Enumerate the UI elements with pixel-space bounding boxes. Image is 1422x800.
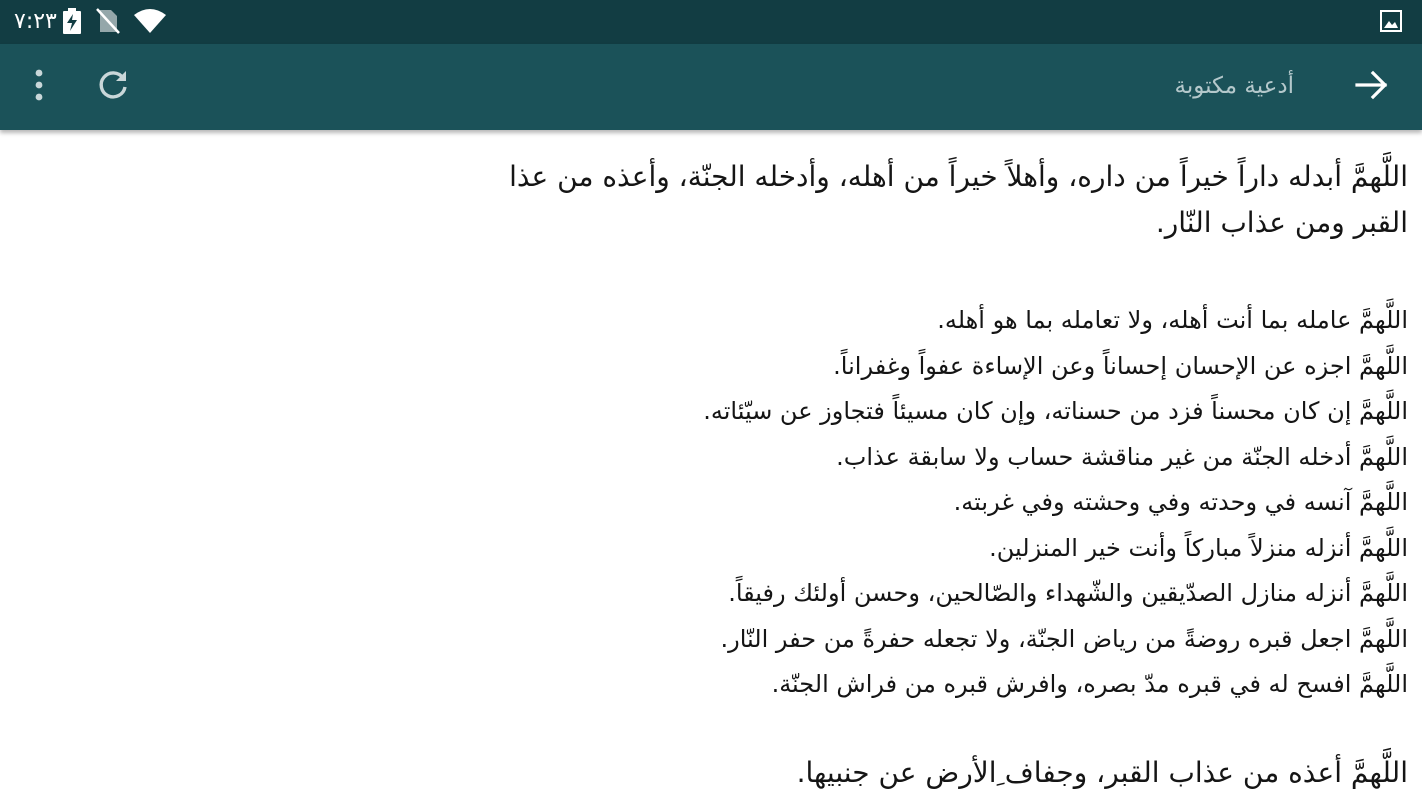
back-arrow-icon — [1355, 69, 1389, 105]
no-sim-icon — [96, 8, 120, 38]
list-item: اللَّهمَّ أدخله الجنّة من غير مناقشة حساب ولا سابقة عذاب. — [836, 442, 1408, 471]
status-icons — [62, 9, 166, 37]
image-notification-icon — [1380, 10, 1402, 36]
content-area[interactable] — [0, 130, 1422, 800]
wifi-icon — [134, 9, 166, 37]
list-item: اللَّهمَّ افسح له في قبره مدّ بصره، وافرش قبره من فراش الجنّة. — [771, 670, 1408, 698]
status-bar — [0, 0, 1422, 44]
refresh-button[interactable] — [85, 59, 141, 115]
closing-paragraph: اللَّهمَّ أعذه من عذاب القبر، وجفاف ِالأرض عن جنبيها. — [796, 756, 1408, 789]
list-item: اللَّهمَّ أنزله منزلاً مباركاً وأنت خير المنزلين. — [989, 533, 1408, 562]
list-item: اللَّهمَّ عامله بما أنت أهله، ولا تعامله بما هو أهله. — [937, 306, 1408, 334]
refresh-icon — [96, 68, 130, 106]
list-item: اللَّهمَّ آنسه في وحدته وفي وحشته وفي غربته. — [953, 488, 1408, 516]
more-vert-icon — [34, 69, 44, 105]
list-item: اللَّهمَّ إن كان محسناً فزد من حسناته، وإن كان مسيئاً فتجاوز عن سيّئاته. — [703, 397, 1408, 425]
toolbar-title: أدعية مكتوبة — [1174, 73, 1294, 99]
battery-charging-icon — [62, 8, 82, 38]
list-item: اللَّهمَّ اجعل قبره روضةً من رياض الجنّة، ولا تجعله حفرةً من حفر النّار. — [720, 624, 1408, 653]
list-item: اللَّهمَّ اجزه عن الإحسان إحساناً وعن الإساءة عفواً وغفراناً. — [833, 351, 1408, 380]
more-options-button[interactable] — [11, 59, 67, 115]
list-item: اللَّهمَّ أنزله منازل الصدّيقين والشّهداء والصّالحين، وحسن أولئك رفيقاً. — [728, 579, 1408, 607]
status-time: ٧:٢٣ — [14, 9, 57, 34]
back-button[interactable] — [1344, 59, 1400, 115]
intro-paragraph: اللَّهمَّ أبدله داراً خيراً من داره، وأهلاً خيراً من أهله، وأدخله الجنّة، وأعذه من عذا القبر ومن عذاب النّار. — [509, 160, 1408, 239]
dua-list — [408, 298, 1408, 708]
toolbar — [0, 44, 1422, 130]
